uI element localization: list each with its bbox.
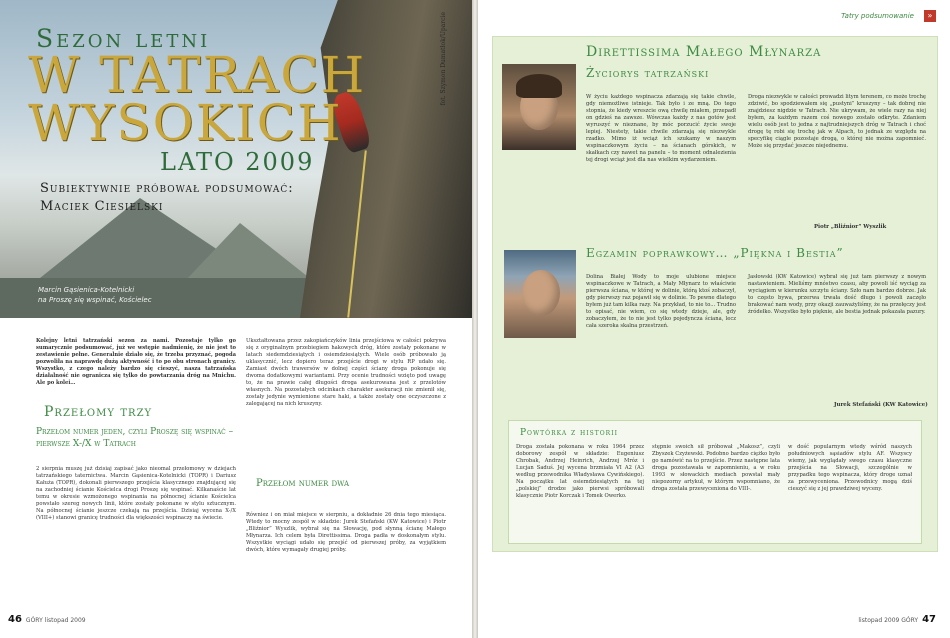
portrait-photo-stefanski — [504, 250, 576, 338]
article-column: Dolina Białej Wody to moje ulubione miejsce wspinaczkowe w Tatrach, a Mały Młynarz to właściwie pierwsza ściana, w której w dolinie, którą ktoś zobaczył, gdy pierwszy raz pojawił się w dolinie. To pewne dlatego byłem już tam kilka razy. Na przykład, to nie to... Trudno to opisać, nie wiem, co się wtedy dzieje, ale, gdy zobaczyłem, że to nie jest tylko pojedyncza ściana, lecz cała szeroka skalna przestrzeń. — [586, 274, 736, 329]
photo-credit: fot. Szymon Dumatłok/Uparcie — [440, 12, 447, 106]
hair-shape — [516, 74, 562, 98]
title-line-3: WYSOKICH — [28, 94, 343, 152]
right-page — [478, 0, 950, 638]
subtitle-author: Maciek Ciesielski — [40, 199, 164, 214]
heading-numer-dwa: Przełom numer dwa — [256, 478, 350, 489]
heading-zyciorys: Życiorys tatrzański — [586, 66, 710, 80]
history-column: Droga została pokonana w roku 1964 przez doborowy zespół w składzie: Eugeniusz Chrobak, Andrzej Heinrich, Andrzej Mróz i Lucjan Saduś. Jej wycena brzmiała VI A2 (A3 według przewodnika Władysława Cywińskiego). Na początku lat osiemdziesiątych na tej „polskiej” drodze jako pierwsi spróbowali klasycznie Piotr Korczak i Tomek Owerko. — [516, 444, 644, 499]
footer-text: GÓRY listopad 2009 — [25, 617, 86, 624]
section-tag: Tatry podsumowanie — [841, 12, 914, 20]
section-arrow-icon: » — [924, 10, 936, 22]
title-line-2: W TATRACH — [28, 46, 367, 104]
face-shape — [522, 270, 560, 316]
caption-line-1: Marcin Gąsienica-Kotelnicki — [38, 286, 135, 294]
article-column: Jasłowski (KW Katowice) wybrał się już tam pierwszy z nowym nastawieniem. Mieliśmy mnóstwo czasu, aby powoli iść wyciąg za wyciągiem w kierunku szczytu ściany. Szło nam bardzo dobrze. Jak to często bywa, przerwa trwała dość długo i powoli zaczęło brakować nam wody, przy okazji zauważyliśmy, że na przełęczy jest źródełko. Wszystko było pięknie, ale bestia jednak pokazała pazury. — [748, 274, 926, 315]
heading-numer-jeden: Przełom numer jeden, czyli Proszę się wspinać – pierwsze X-/X w Tatrach — [36, 427, 234, 449]
article-column: Równiez i on miał miejsce w sierpniu, a dokładnie 26 dnia tego miesiąca. Wtedy to mocny zespół w składzie: Jurek Stefański (KW Katowice) i Piotr „Bliźnior” Wyszlik, wybrał się na Słowację, pod słynną ścianę Małego Młynarza. Ich celem była Direttissima. Droga padła w doskonałym stylu. Wszystkie wyciągi udało się przejść od pierwszej próby, za wyjątkiem dwóch, które wymagały drugiej próby. — [246, 512, 446, 553]
caption-line-2: na Proszę się wspinać, Kościelec — [38, 296, 152, 304]
article-column: Droga niezwykle w całości prowadzi litym terenem, co może trochę zdziwić, bo spodziewałem się „pustyni” kruszyny – tak dobrej nie znajdziesz nigdzie w Tatrach. Nie ukrywam, że wiele razy na niej byłem, za każdym razem coś nowego zostało odkryte. Zdaniem wielu osób jest to jedna z najtrudniejszych dróg w Tatrach i choć drogę tę robi się trochę jak w Alpach, to jednak ze względu na specyfikę ciągle pozostaje drogą, o której nie można zapomnieć. Może się przydać jeszcze niejednemu. — [748, 94, 926, 149]
history-column: w dość popularnym wtedy wśród naszych południowych sąsiadów stylu AF. Wszyscy wiemy, jak wyglądały swego czasu klasyczne przejścia na Słowacji, szczególnie w przypadku tego wspinacza, który droge uznał za przewyceniona. Przewodnicy mogą dziś cieszyć się z jej prawdziwej wyceny. — [788, 444, 912, 492]
article-column: Ukształtowana przez zakopiańczyków linia przejściowa w całości pokrywa się z oryginalnym przebiegiem hakowych dróg, które zostały pokonane w latach siedemdziesiątych i osiemdziesiątych. Wiele osób próbowało ją uklasycznić, lecz dopiero teraz przejście drogi w stylu RP udało się. Zamiast dwóch trawersów w dolnej części ściany droga pokonuje się dwoma dodatkowymi wariantami. Przy ocenie trudności wzięto pod uwagę to, że na prawie całej długości droga asekurowana jest z przelotów własnych. Na pozostałych odcinkach charakter asekuracji nie zmienił się, zostały jedynie wymienione stare haki, a także zostały one oczyszczone z zalegającej na nich kruszyny. — [246, 338, 446, 407]
footer-left — [8, 614, 86, 625]
page-number: 46 — [8, 614, 22, 625]
hero-photo — [0, 0, 472, 318]
title-line-1: Sezon letni — [36, 24, 211, 53]
article-column: W życiu każdego wspinacza zdarzają się takie chwile, gdy niemożliwe istnieje. Tak było i ze mną. Do tego stopnia, że kiedy wreszcie ową chwilę miałem, przepadł on gdzieś na zawsze. Wówczas każdy z nas gotów jest wyruszyć w nieznane, by móc porzucić życie swoje lepiej. Niestety, takie chwile zdarzają się niezwykle rzadko. Mimo iż wciąż ich szukamy w naszym wspinaczkowym życiu – na ścianach górskich, w skałkach czy nawet na panelu – to moment odnalezienia tej drogi wciąż jest dla nas wielkim wydarzeniem. — [586, 94, 736, 163]
author-signature: Jurek Stefański (KW Katowice) — [834, 402, 928, 408]
photo-caption — [38, 285, 152, 305]
section-header — [478, 0, 950, 28]
heading-przelomy: Przełomy trzy — [44, 404, 153, 420]
heading-historia: Powtórka z historii — [520, 428, 618, 438]
page-number: 47 — [922, 614, 936, 625]
portrait-photo-wyszlik — [502, 64, 576, 150]
heading-egzamin: Egzamin poprawkowy… „Piękna i Bestia” — [586, 246, 844, 260]
footer-right — [858, 614, 936, 625]
left-page — [0, 0, 472, 638]
article-column: 2 sierpnia muszę już dzisiaj zapisać jako nieomal przełomowy w dziejach tatrzańskiego taternictwa. Marcin Gąsienica-Kotelnicki (TOPR) i Dariusz Kałuża (TOPR), dokonali pierwszego przejścia klasycznego znajdującej się na zachodniej ścianie Kościelca drogi Proszę się wspinać. Kilkanaście lat temu w okresie wzmożonego wspinania na północnej ścianie Kościelca powstało szereg nowych linii, które zostały pokonane w stylu sztucznym. Na północnej ścianie jeszcze czekają na przejścia. Dzisiaj wycena X-/X (VIII+) stanowi granicę trudności dla większości wspinaczy na świecie. — [36, 466, 236, 521]
author-signature: Piotr „Bliźnior” Wyszlik — [814, 224, 887, 230]
heading-direttissima: Direttissima Małego Młynarza — [586, 44, 822, 60]
title-line-4: LATO 2009 — [160, 148, 315, 176]
history-column: stępnie swoich sił próbował „Makosz”, czyli Zbyszek Czyżewski. Podobno bardzo ciężko było go namówić na to przejście. Przez następne lata droga pozostawała w zapomnieniu, a w roku 1993 w słowackich mediach powstał mały niepozorny artykuł, w którym wspomniano, że droga została przewyceniona do VIII-. — [652, 444, 780, 492]
lead-paragraph: Kolejny letni tatrzański sezon za nami. Pozostaje tylko go sumarycznie podsumować, już we wstępie nadmienię, że nie jest to zestawienie pełne. Generalnie działo się, że trzeba przyznać, pogoda pozwoliła na naprawdę dużą aktywność i to po obu stronach granicy. Wszystko, z czego należy bardzo się cieszyć, nasza tatrzańska działalność nie ogranicza się tylko do powtarzania dróg na Mnichu. Ale po kolei… — [36, 338, 236, 386]
footer-text: listopad 2009 GÓRY — [858, 617, 919, 624]
subtitle-line-1: Subiektywnie próbował podsumować: — [40, 181, 294, 196]
